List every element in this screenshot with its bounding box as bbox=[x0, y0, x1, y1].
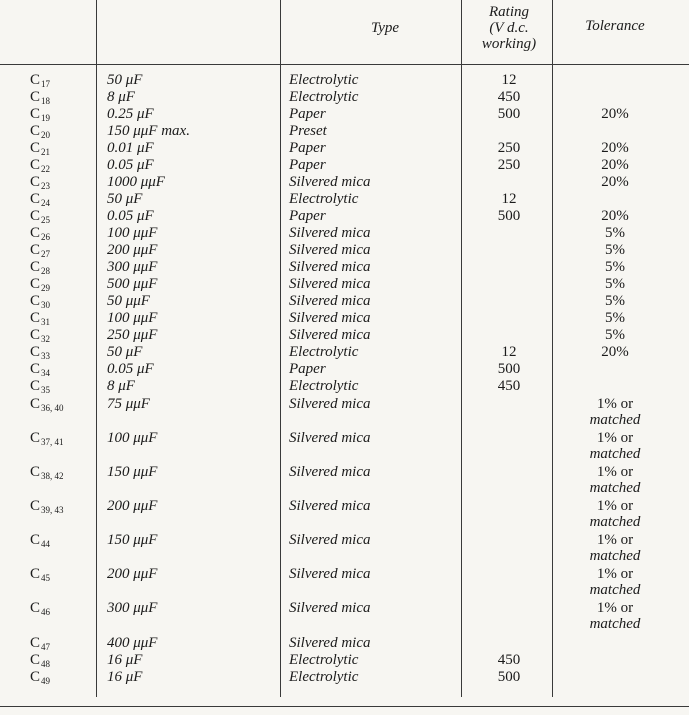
capacitor-type: Silvered mica bbox=[289, 174, 371, 190]
capacitor-type: Silvered mica bbox=[289, 293, 371, 309]
capacitor-ref-number: 23 bbox=[41, 181, 51, 191]
tolerance-value: 1% or bbox=[596, 464, 634, 480]
header-rating-line2: (V d.c. bbox=[489, 20, 529, 36]
capacitance-value: 0.25 μF bbox=[107, 106, 154, 122]
capacitor-ref-letter: C bbox=[30, 600, 41, 616]
header-rating-line3: working) bbox=[481, 36, 537, 52]
capacitor-ref-letter: C bbox=[30, 361, 41, 377]
capacitor-ref-number: 39, 43 bbox=[41, 505, 64, 515]
capacitor-ref-letter: C bbox=[30, 225, 41, 241]
voltage-rating: 12 bbox=[501, 72, 517, 88]
capacitor-ref bbox=[30, 378, 50, 398]
tolerance-note: matched bbox=[589, 548, 641, 564]
tolerance bbox=[556, 310, 674, 326]
tolerance bbox=[556, 293, 674, 309]
capacitor-type: Paper bbox=[289, 140, 326, 156]
capacitor-ref-letter: C bbox=[30, 464, 41, 480]
column-rule-ref bbox=[96, 0, 97, 697]
voltage-rating: 250 bbox=[497, 140, 521, 156]
capacitor-ref bbox=[30, 532, 50, 552]
capacitor-type: Silvered mica bbox=[289, 464, 371, 480]
capacitor-type: Electrolytic bbox=[289, 378, 359, 394]
capacitor-ref-number: 38, 42 bbox=[41, 471, 64, 481]
capacitor-ref bbox=[30, 600, 50, 620]
tolerance-value: 5% bbox=[605, 259, 625, 275]
capacitor-ref bbox=[30, 396, 64, 416]
capacitor-ref-number: 37, 41 bbox=[41, 437, 64, 447]
capacitor-ref-letter: C bbox=[30, 72, 41, 88]
tolerance-note: matched bbox=[589, 514, 641, 530]
capacitor-ref-letter: C bbox=[30, 89, 41, 105]
voltage-rating: 500 bbox=[497, 361, 521, 377]
capacitor-ref-letter: C bbox=[30, 140, 41, 156]
capacitor-ref-letter: C bbox=[30, 259, 41, 275]
capacitor-ref-letter: C bbox=[30, 191, 41, 207]
capacitor-ref-number: 31 bbox=[41, 317, 51, 327]
tolerance bbox=[556, 600, 674, 632]
capacitor-ref-letter: C bbox=[30, 635, 41, 651]
tolerance bbox=[556, 566, 674, 598]
capacitance-value: 50 μμF bbox=[107, 293, 150, 309]
column-rule-value bbox=[280, 0, 281, 697]
voltage-rating: 500 bbox=[497, 106, 521, 122]
capacitance-value: 0.01 μF bbox=[107, 140, 154, 156]
capacitance-value: 150 μμF bbox=[107, 532, 158, 548]
capacitor-type: Preset bbox=[289, 123, 327, 139]
voltage-rating: 450 bbox=[497, 378, 521, 394]
tolerance bbox=[556, 140, 674, 156]
capacitor-type: Silvered mica bbox=[289, 430, 371, 446]
capacitor-ref-letter: C bbox=[30, 276, 41, 292]
capacitor-ref bbox=[30, 566, 50, 586]
capacitor-ref-number: 46 bbox=[41, 607, 51, 617]
capacitor-ref-letter: C bbox=[30, 669, 41, 685]
capacitance-value: 500 μμF bbox=[107, 276, 158, 292]
tolerance bbox=[556, 276, 674, 292]
capacitor-ref-letter: C bbox=[30, 208, 41, 224]
capacitor-ref-letter: C bbox=[30, 396, 41, 412]
capacitance-value: 150 μμF bbox=[107, 464, 158, 480]
capacitor-type: Silvered mica bbox=[289, 225, 371, 241]
capacitor-ref-letter: C bbox=[30, 310, 41, 326]
capacitance-value: 400 μμF bbox=[107, 635, 158, 651]
capacitance-value: 100 μμF bbox=[107, 310, 158, 326]
tolerance-value: 5% bbox=[605, 242, 625, 258]
capacitor-ref bbox=[30, 498, 64, 518]
capacitor-ref-number: 20 bbox=[41, 130, 51, 140]
capacitance-value: 200 μμF bbox=[107, 566, 158, 582]
capacitor-ref-number: 21 bbox=[41, 147, 51, 157]
tolerance-value: 20% bbox=[601, 208, 629, 224]
capacitor-ref-number: 17 bbox=[41, 79, 51, 89]
capacitor-ref-number: 49 bbox=[41, 676, 51, 686]
capacitor-ref-number: 44 bbox=[41, 539, 51, 549]
capacitance-value: 200 μμF bbox=[107, 498, 158, 514]
tolerance bbox=[556, 464, 674, 496]
capacitor-ref-letter: C bbox=[30, 293, 41, 309]
voltage-rating: 12 bbox=[501, 344, 517, 360]
tolerance bbox=[556, 174, 674, 190]
header-tolerance: Tolerance bbox=[585, 18, 645, 34]
voltage-rating: 250 bbox=[497, 157, 521, 173]
capacitor-ref-letter: C bbox=[30, 106, 41, 122]
capacitance-value: 50 μF bbox=[107, 344, 143, 360]
capacitor-ref-letter: C bbox=[30, 498, 41, 514]
capacitance-value: 150 μμF max. bbox=[107, 123, 190, 139]
capacitor-ref bbox=[30, 669, 50, 689]
capacitance-value: 8 μF bbox=[107, 378, 135, 394]
tolerance bbox=[556, 327, 674, 343]
capacitor-type: Electrolytic bbox=[289, 89, 359, 105]
capacitor-type: Paper bbox=[289, 106, 326, 122]
capacitor-ref-number: 28 bbox=[41, 266, 51, 276]
capacitor-type: Silvered mica bbox=[289, 327, 371, 343]
tolerance-value: 20% bbox=[601, 106, 629, 122]
capacitor-ref-number: 32 bbox=[41, 334, 51, 344]
capacitance-value: 0.05 μF bbox=[107, 361, 154, 377]
tolerance-note: matched bbox=[589, 480, 641, 496]
capacitor-type: Silvered mica bbox=[289, 600, 371, 616]
tolerance-value: 1% or bbox=[596, 396, 634, 412]
capacitance-value: 100 μμF bbox=[107, 430, 158, 446]
tolerance-note: matched bbox=[589, 412, 641, 428]
voltage-rating: 450 bbox=[497, 652, 521, 668]
tolerance bbox=[556, 259, 674, 275]
capacitor-ref-number: 35 bbox=[41, 385, 51, 395]
capacitor-ref-number: 34 bbox=[41, 368, 51, 378]
capacitor-ref bbox=[30, 464, 64, 484]
capacitor-ref-number: 18 bbox=[41, 96, 51, 106]
capacitance-value: 300 μμF bbox=[107, 600, 158, 616]
capacitor-type: Electrolytic bbox=[289, 344, 359, 360]
tolerance-value: 5% bbox=[605, 310, 625, 326]
capacitor-type: Paper bbox=[289, 361, 326, 377]
capacitor-type: Electrolytic bbox=[289, 652, 359, 668]
capacitor-type: Silvered mica bbox=[289, 498, 371, 514]
tolerance-value: 20% bbox=[601, 140, 629, 156]
capacitance-value: 16 μF bbox=[107, 669, 143, 685]
tolerance-note: matched bbox=[589, 582, 641, 598]
capacitance-value: 75 μμF bbox=[107, 396, 150, 412]
capacitor-ref-number: 45 bbox=[41, 573, 51, 583]
capacitor-type: Silvered mica bbox=[289, 396, 371, 412]
capacitor-type: Silvered mica bbox=[289, 532, 371, 548]
capacitor-type: Silvered mica bbox=[289, 276, 371, 292]
capacitance-value: 100 μμF bbox=[107, 225, 158, 241]
capacitor-type: Silvered mica bbox=[289, 635, 371, 651]
header-rule bbox=[0, 64, 689, 65]
capacitor-ref-number: 48 bbox=[41, 659, 51, 669]
capacitor-ref-number: 26 bbox=[41, 232, 51, 242]
voltage-rating: 12 bbox=[501, 191, 517, 207]
tolerance-value: 5% bbox=[605, 225, 625, 241]
capacitance-value: 200 μμF bbox=[107, 242, 158, 258]
tolerance-value: 20% bbox=[601, 174, 629, 190]
capacitor-ref-number: 19 bbox=[41, 113, 51, 123]
tolerance-note: matched bbox=[589, 616, 641, 632]
capacitor-ref-number: 25 bbox=[41, 215, 51, 225]
capacitor-ref-number: 33 bbox=[41, 351, 51, 361]
capacitor-type: Paper bbox=[289, 208, 326, 224]
tolerance bbox=[556, 498, 674, 530]
capacitance-value: 250 μμF bbox=[107, 327, 158, 343]
capacitor-ref-number: 29 bbox=[41, 283, 51, 293]
tolerance-value: 5% bbox=[605, 276, 625, 292]
capacitor-ref-letter: C bbox=[30, 532, 41, 548]
capacitance-value: 16 μF bbox=[107, 652, 143, 668]
header-rating-line1: Rating bbox=[489, 4, 529, 20]
capacitor-ref-letter: C bbox=[30, 430, 41, 446]
capacitor-ref bbox=[30, 430, 64, 450]
capacitor-ref-number: 36, 40 bbox=[41, 403, 64, 413]
tolerance-value: 1% or bbox=[596, 498, 634, 514]
capacitor-ref-number: 47 bbox=[41, 642, 51, 652]
tolerance-value: 1% or bbox=[596, 532, 634, 548]
voltage-rating: 500 bbox=[497, 669, 521, 685]
tolerance bbox=[556, 225, 674, 241]
tolerance bbox=[556, 532, 674, 564]
tolerance-value: 5% bbox=[605, 293, 625, 309]
capacitor-ref-number: 30 bbox=[41, 300, 51, 310]
tolerance-value: 20% bbox=[601, 344, 629, 360]
capacitor-ref-number: 22 bbox=[41, 164, 51, 174]
capacitor-type: Silvered mica bbox=[289, 566, 371, 582]
capacitor-ref-letter: C bbox=[30, 157, 41, 173]
capacitor-ref-number: 27 bbox=[41, 249, 51, 259]
capacitance-value: 50 μF bbox=[107, 72, 143, 88]
header-type: Type bbox=[370, 20, 400, 36]
capacitance-value: 0.05 μF bbox=[107, 157, 154, 173]
capacitor-ref-letter: C bbox=[30, 242, 41, 258]
capacitor-ref-letter: C bbox=[30, 327, 41, 343]
tolerance-note: matched bbox=[589, 446, 641, 462]
tolerance bbox=[556, 430, 674, 462]
capacitor-ref-letter: C bbox=[30, 378, 41, 394]
capacitance-value: 1000 μμF bbox=[107, 174, 165, 190]
tolerance-value: 1% or bbox=[596, 566, 634, 582]
capacitor-ref-letter: C bbox=[30, 652, 41, 668]
capacitor-ref-letter: C bbox=[30, 123, 41, 139]
capacitor-type: Electrolytic bbox=[289, 72, 359, 88]
capacitance-value: 0.05 μF bbox=[107, 208, 154, 224]
capacitor-ref-letter: C bbox=[30, 174, 41, 190]
tolerance-value: 20% bbox=[601, 157, 629, 173]
capacitance-value: 8 μF bbox=[107, 89, 135, 105]
capacitor-ref-letter: C bbox=[30, 566, 41, 582]
voltage-rating: 500 bbox=[497, 208, 521, 224]
column-rule-type bbox=[461, 0, 462, 697]
capacitor-type: Silvered mica bbox=[289, 310, 371, 326]
header-rating bbox=[465, 4, 553, 52]
capacitor-type: Electrolytic bbox=[289, 191, 359, 207]
voltage-rating: 450 bbox=[497, 89, 521, 105]
tolerance bbox=[556, 208, 674, 224]
capacitor-ref-letter: C bbox=[30, 344, 41, 360]
tolerance bbox=[556, 396, 674, 428]
capacitance-value: 50 μF bbox=[107, 191, 143, 207]
tolerance bbox=[556, 344, 674, 360]
tolerance bbox=[556, 157, 674, 173]
capacitor-type: Silvered mica bbox=[289, 259, 371, 275]
capacitor-type: Silvered mica bbox=[289, 242, 371, 258]
capacitor-ref-number: 24 bbox=[41, 198, 51, 208]
capacitor-type: Electrolytic bbox=[289, 669, 359, 685]
capacitor-type: Paper bbox=[289, 157, 326, 173]
tolerance bbox=[556, 242, 674, 258]
tolerance-value: 1% or bbox=[596, 600, 634, 616]
capacitance-value: 300 μμF bbox=[107, 259, 158, 275]
tolerance-value: 5% bbox=[605, 327, 625, 343]
tolerance bbox=[556, 106, 674, 122]
bottom-rule bbox=[0, 706, 689, 707]
tolerance-value: 1% or bbox=[596, 430, 634, 446]
